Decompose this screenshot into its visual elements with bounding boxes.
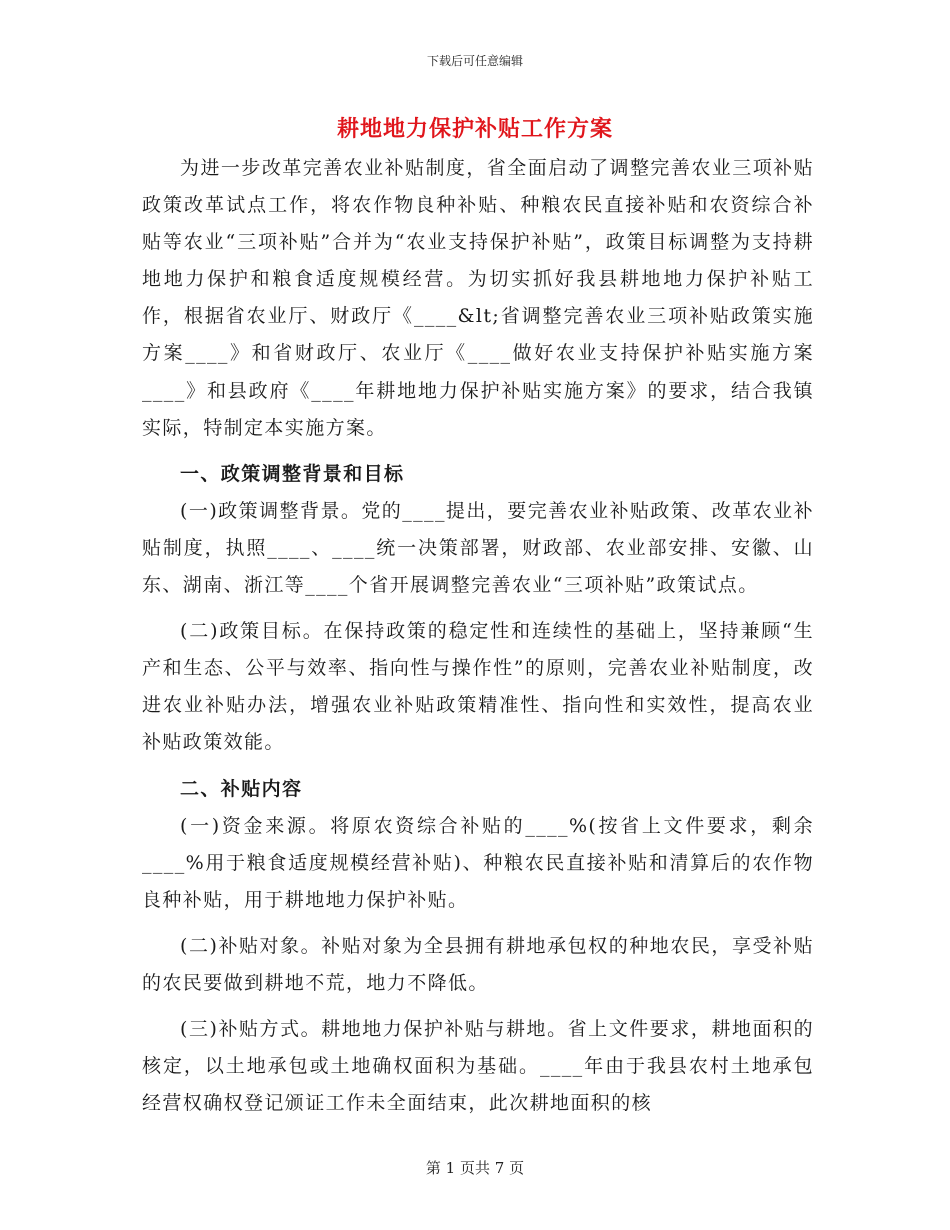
section-heading: 一、政策调整背景和目标	[180, 462, 405, 485]
document-body	[142, 150, 814, 1122]
paragraph: (一)资金来源。将原农资综合补贴的____%(按省上文件要求，剩余____%用于粮食适度规模经营补贴)、种粮农民直接补贴和清算后的农作物良种补贴，用于耕地地力保护补贴。	[142, 814, 814, 911]
section-heading: 二、补贴内容	[180, 777, 303, 800]
page-header-note: 下载后可任意编辑	[426, 54, 523, 68]
paragraph: (二)补贴对象。补贴对象为全县拥有耕地承包权的种地农民，享受补贴的农民要做到耕地不荒，地力不降低。	[142, 934, 814, 994]
intro-paragraph: 为进一步改革完善农业补贴制度，省全面启动了调整完善农业三项补贴政策改革试点工作，将农作物良种补贴、种粮农民直接补贴和农资综合补贴等农业“三项补贴”合并为“农业支持保护补贴”，政策目标调整为支持耕地地力保护和粮食适度规模经营。为切实抓好我县耕地地力保护补贴工作，根据省农业厅、财政厅《____&lt;省调整完善农业三项补贴政策实施方案____》和省财政厅、农业厅《____做好农业支持保护补贴实施方案____》和县政府《____年耕地地力保护补贴实施方案》的要求，结合我镇实际，特制定本实施方案。	[142, 157, 814, 439]
paragraph: (二)政策目标。在保持政策的稳定性和连续性的基础上，坚持兼顾“生产和生态、公平与效率、指向性与操作性”的原则，完善农业补贴制度，改进农业补贴办法，增强农业补贴政策精准性、指向性和实效性，提高农业补贴政策效能。	[142, 620, 814, 754]
document-title: 耕地地力保护补贴工作方案	[336, 117, 613, 142]
page-number: 第 1 页共 7 页	[425, 1159, 525, 1177]
paragraph: (一)政策调整背景。党的____提出，要完善农业补贴政策、改革农业补贴制度，执照____、____统一决策部署，财政部、农业部安排、安徽、山东、湖南、浙江等____个省开展调整完善农业“三项补贴”政策试点。	[142, 499, 814, 597]
paragraph: (三)补贴方式。耕地地力保护补贴与耕地。省上文件要求，耕地面积的核定，以土地承包或土地确权面积为基础。____年由于我县农村土地承包经营权确权登记颁证工作未全面结束，此次耕地面积的核	[142, 1018, 814, 1115]
